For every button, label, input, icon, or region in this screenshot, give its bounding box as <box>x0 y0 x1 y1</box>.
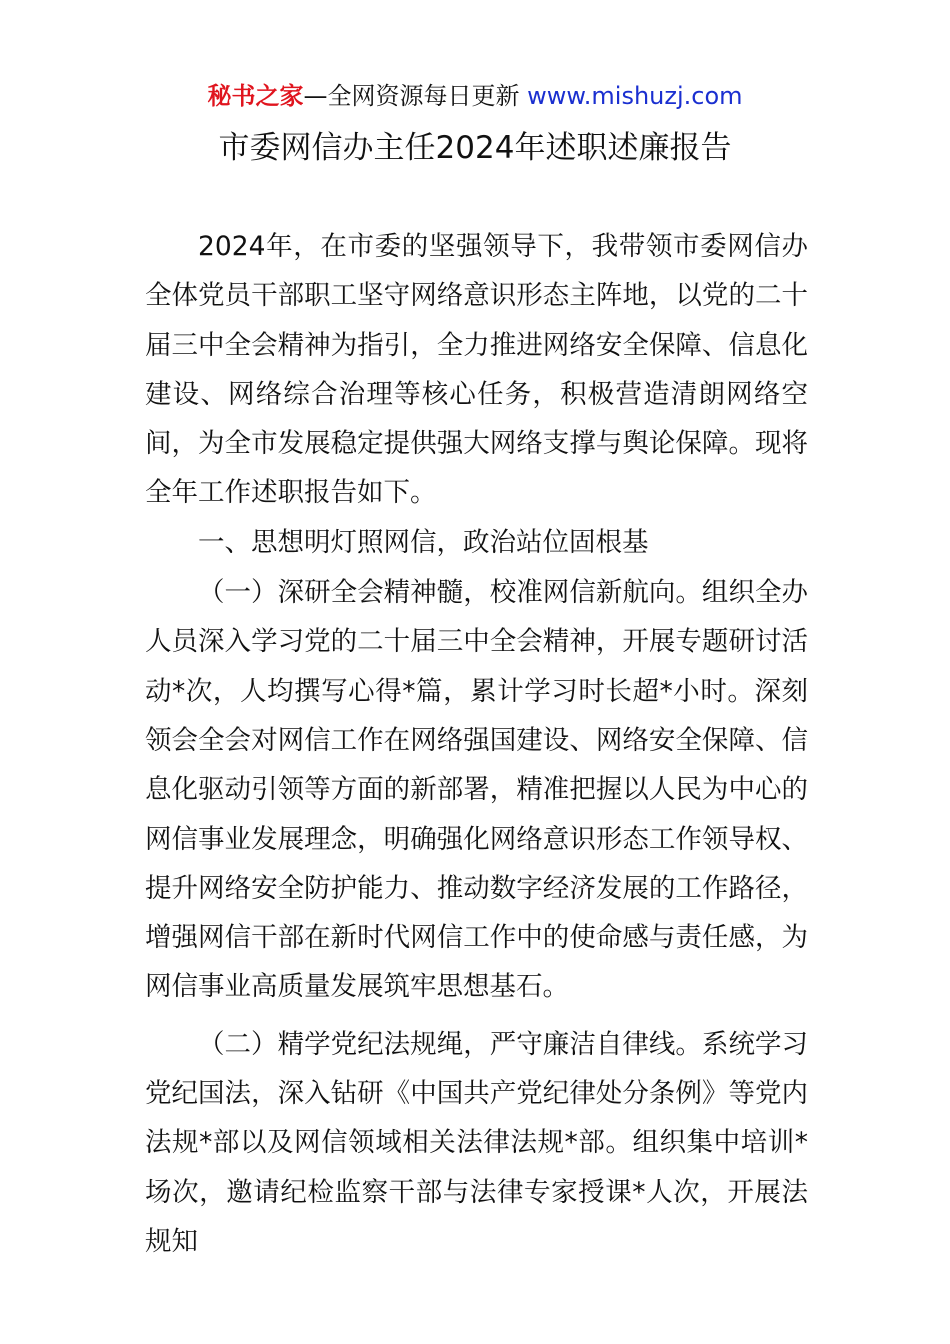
document-title: 市委网信办主任2024年述职述廉报告 <box>218 130 732 166</box>
subsection-paragraph-2: （二）精学党纪法规绳，严守廉洁自律线。系统学习党纪国法，深入钻研《中国共产党纪律处分条例》等党内法规*部以及网信领域相关法律法规*部。组织集中培训*场次，邀请纪检监察干部与法律专家授课*人次，开展法规知 <box>145 1028 808 1257</box>
brand-name: 秘书之家 <box>207 82 304 110</box>
site-header <box>0 80 950 112</box>
document-body <box>145 222 808 1266</box>
intro-paragraph: 2024年，在市委的坚强领导下，我带领市委网信办全体党员干部职工坚守网络意识形态主阵地，以党的二十届三中全会精神为指引，全力推进网络安全保障、信息化建设、网络综合治理等核心任务，积极营造清朗网络空间，为全市发展稳定提供强大网络支撑与舆论保障。现将全年工作述职报告如下。 <box>145 231 808 509</box>
section-heading-1: 一、思想明灯照网信，政治站位固根基 <box>198 526 649 558</box>
header-tagline: —全网资源每日更新 <box>303 82 528 110</box>
subsection-paragraph-1: （一）深研全会精神髓，校准网信新航向。组织全办人员深入学习党的二十届三中全会精神，开展专题研讨活动*次，人均撰写心得*篇，累计学习时长超*小时。深刻领会全会对网信工作在网络强国建设、网络安全保障、信息化驱动引领等方面的新部署，精准把握以人民为中心的网信事业发展理念，明确强化网络意识形态工作领导权、提升网络安全防护能力、推动数字经济发展的工作路径，增强网信干部在新时代网信工作中的使命感与责任感，为网信事业高质量发展筑牢思想基石。 <box>145 577 808 1003</box>
site-url-link[interactable]: www.mishuzj.com <box>527 82 743 110</box>
